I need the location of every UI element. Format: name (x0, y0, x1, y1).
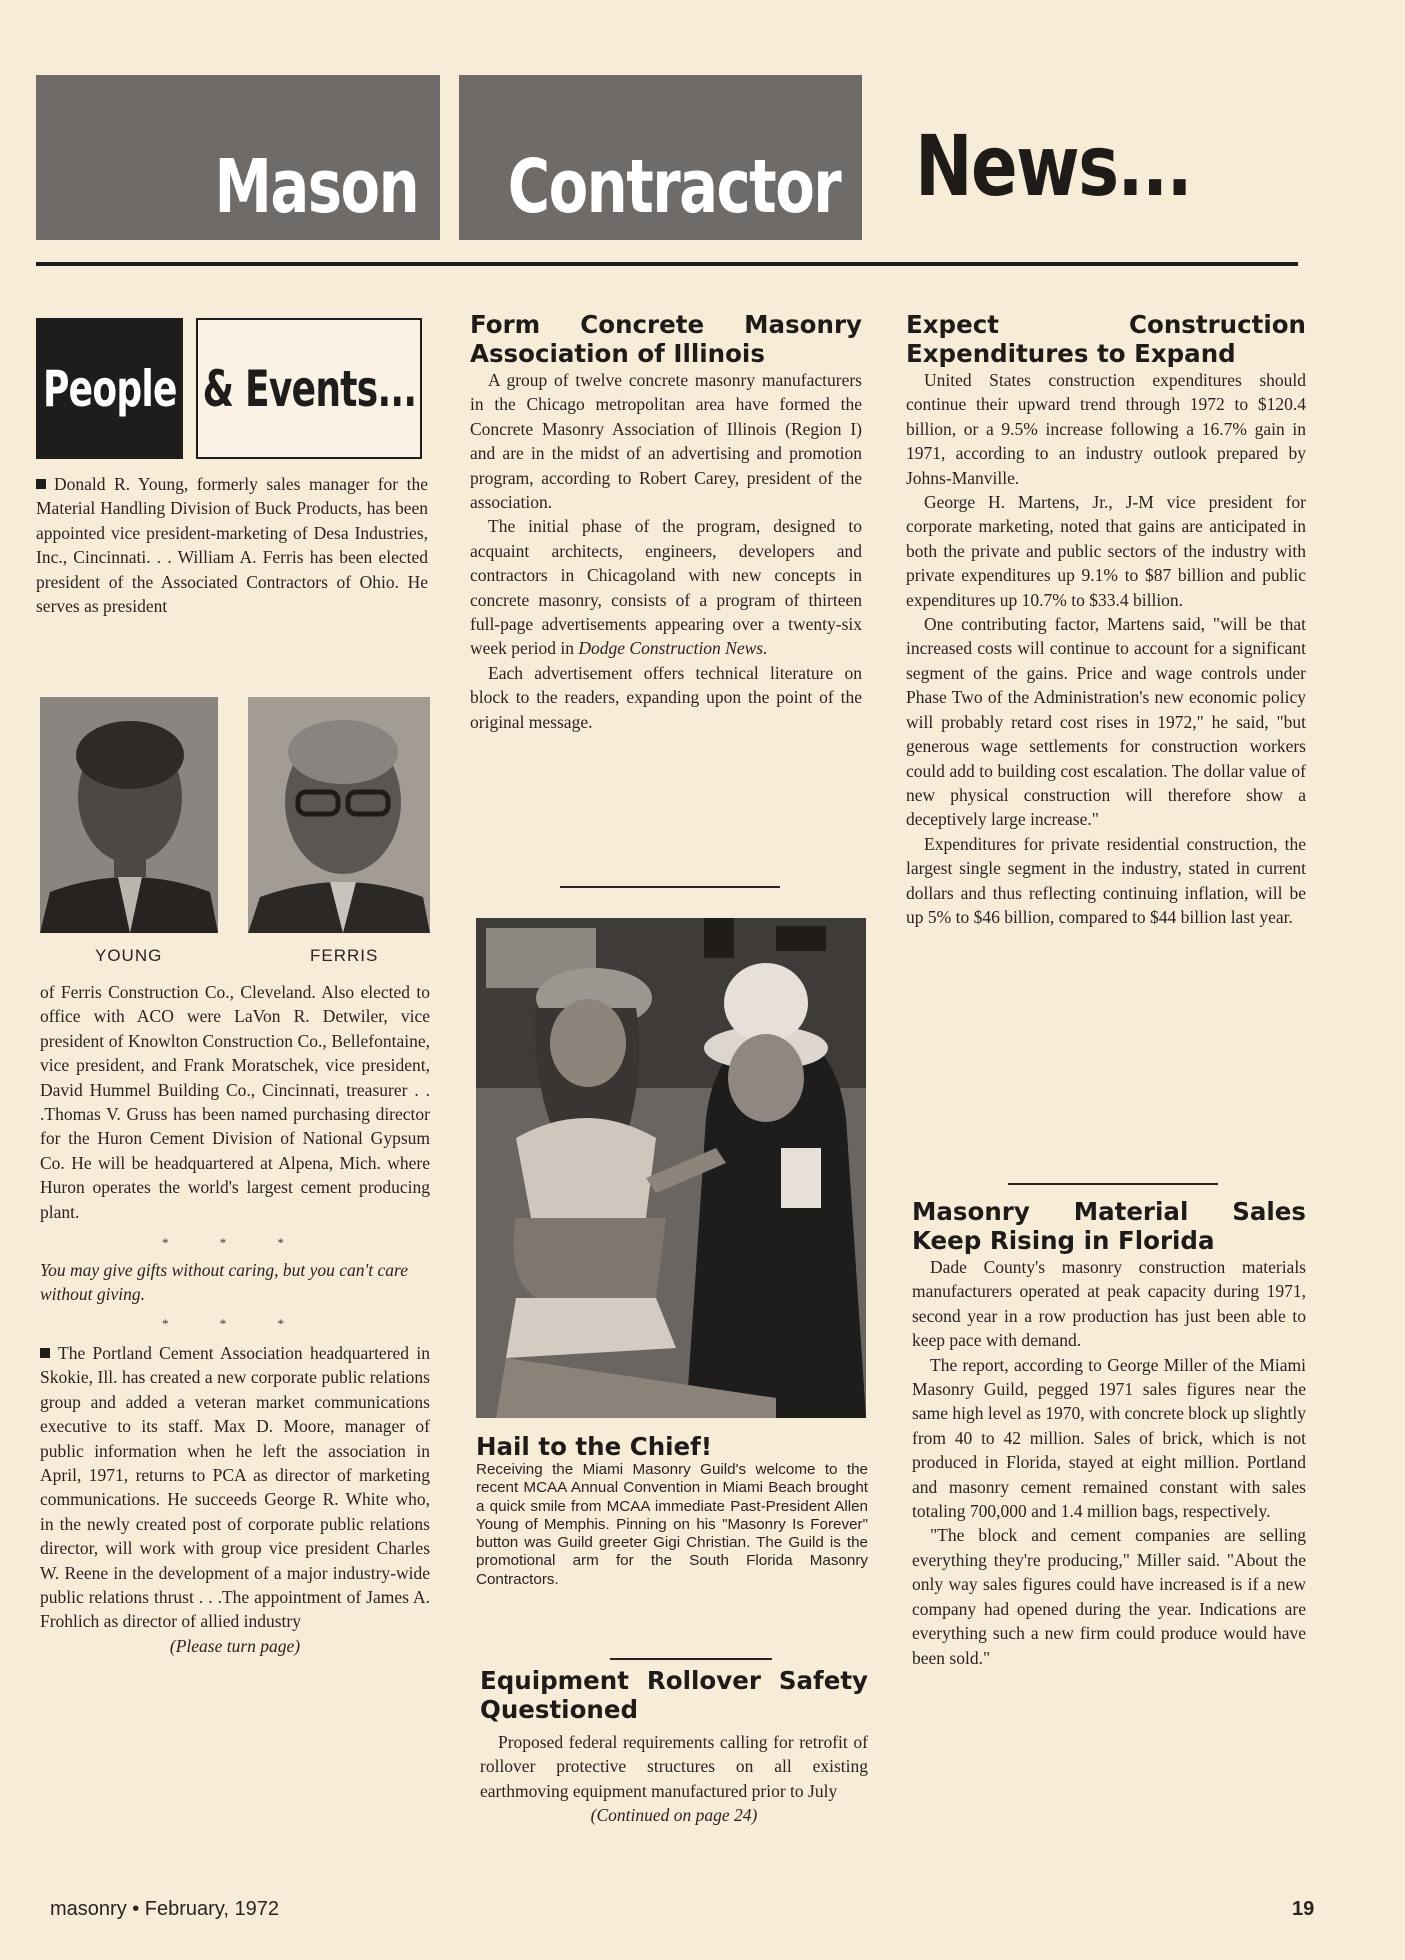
col2-equipment (480, 1666, 868, 1828)
footer-issue: masonry • February, 1972 (50, 1898, 279, 1920)
col2-bottom (476, 1432, 868, 1589)
col1-p3: The Portland Cement Association headquartered in Skokie, Ill. has created a new corporate public relations group and added a veteran market communications executive to its staff. Max D. Moore, manager of public information when he left the association in April, 1971, returns to PCA as director of marketing communications. He succeeds George R. White who, in the newly created post of corporate public relations director, will work with group vice president Charles W. Reene in the development of a major industry-wide public relations thrust . . .The appointment of James A. Frohlich as director of allied industry (40, 1342, 430, 1632)
stars-divider-2: * * * (162, 1315, 308, 1331)
page-number: 19 (1292, 1898, 1315, 1920)
col1-top (36, 472, 428, 618)
divider-col2-1 (560, 886, 780, 888)
col2-top (470, 310, 862, 734)
photo-caption: Receiving the Miami Masonry Guild's welcome to the recent MCAA Annual Convention in Miami Beach brought a quick smile from MCAA immediate Past-President Allen Young of Memphis. Pinning on his "Masonry Is Forever" button was Guild greeter Gigi Christian. The Guild is the promotional arm for the South Florida Masonry Contractors. (476, 1461, 868, 1588)
masthead-mason: Mason (214, 144, 418, 230)
people-label: People (42, 359, 177, 418)
stars-divider-1: * * * (162, 1235, 308, 1251)
please-turn-page: (Please turn page) (169, 1635, 301, 1656)
caption-ferris: FERRIS (310, 946, 379, 965)
col1-p2: of Ferris Construction Co., Cleveland. Also elected to office with ACO were LaVon R. Detwiler, vice president of Knowlton Construction Co., Bellefontaine, vice president, and Frank Moratschek, vice president, David Hummel Building Co., Cincinnati, treasurer . . .Thomas V. Gruss has been named purchasing director for the Huron Cement Division of National Gypsum Co. He will be headquartered at Alpena, Mich. where Huron operates the world's largest cement producing plant. (40, 982, 430, 1222)
headline-hail: Hail to the Chief! (476, 1432, 713, 1461)
col2-p1: A group of twelve concrete masonry manufacturers in the Chicago metropolitan area have formed the Concrete Masonry Association of Illinois (Region I) and are in the midst of an advertising and promotion program, according to Robert Carey, president of the association. (470, 370, 862, 513)
photo-young (40, 697, 218, 933)
headline-form-concrete: Form Concrete Masonry Association of Illinois (470, 310, 862, 368)
events-box (196, 318, 422, 459)
headline-masonry-sales: Masonry Material Sales Keep Rising in Florida (912, 1197, 1306, 1255)
bullet-square (36, 479, 46, 489)
col3-p2: George H. Martens, Jr., J-M vice president for corporate marketing, noted that gains are anticipated in both the private and public sectors of the industry with private expenditures up 9.1% to $87 billion and public expenditures up 10.7% to $33.4 billion. (906, 492, 1306, 610)
col3-p6: The report, according to George Miller of the Miami Masonry Guild, pegged 1971 sales figures near the same high level as 1970, with concrete block up slightly from 40 to 42 million. Sales of brick, which is not produced in Florida, stayed at eight million. Portland and masonry cement remained constant with sales totaling 700,000 and 1.4 million bags, respectively. (912, 1354, 1306, 1522)
col3-p4: Expenditures for private residential construction, the largest single segment in the industry, stated in current dollars and thus reflecting continuing inflation, will be up 5% to $46 billion, compared to $44 billion last year. (906, 833, 1306, 927)
col2-p4: Proposed federal requirements calling for retrofit of rollover protective structures on all existing earthmoving equipment manufactured prior to July (480, 1732, 868, 1801)
headline-equipment: Equipment Rollover Safety Questioned (480, 1666, 868, 1724)
caption-young: YOUNG (95, 946, 163, 965)
col2-p2: The initial phase of the program, designed to acquaint architects, engineers, developers and contractors in Chicagoland with new concepts in concrete masonry, consists of a program of thirteen full-page advertisements appearing over a twenty-six week period in (470, 516, 862, 659)
divider-col3 (1008, 1183, 1218, 1185)
col3-p5: Dade County's masonry construction materials manufacturers operated at peak capacity during 1971, second year in a row production has just been able to keep pace with demand. (912, 1257, 1306, 1351)
people-box (36, 318, 183, 459)
photo-ferris (248, 697, 430, 933)
col3-p1: United States construction expenditures should continue their upward trend through 1972 to $120.4 billion, or a 9.5% increase following a 16.7% gain in 1971, according to an industry outlook prepared by Johns-Manville. (906, 370, 1306, 488)
divider-col2-2 (610, 1658, 772, 1660)
col1-quote: You may give gifts without caring, but you can't care without giving. (40, 1260, 408, 1305)
masthead-box-contractor (459, 75, 862, 240)
continued-page: (Continued on page 24) (590, 1805, 758, 1826)
col3-top (906, 310, 1306, 929)
masthead-contractor: Contractor (507, 144, 840, 230)
col3-p7: "The block and cement companies are selling everything they're producing," Miller said. "About the only way sales figures could have increased is if a new company had opened during the year. Indications are everything such a new firm could produce would have been sold." (912, 1525, 1306, 1668)
col3-p3: One contributing factor, Martens said, "will be that increased costs will continue to account for a significant segment of the gains. Price and wage controls under Phase Two of the Administration's new economic policy will probably retard cost rises in 1972," he said, "but generous wage settlements for construction workers could add to building cost escalation. The dollar value of new physical construction will therefore show a deceptively large increase." (906, 614, 1306, 830)
events-label: & Events... (202, 359, 416, 418)
photo-hail-to-chief (476, 918, 866, 1418)
bullet-square (40, 1348, 50, 1358)
col1-middle (40, 980, 430, 1658)
masthead-rule (36, 262, 1298, 266)
col1-p1: Donald R. Young, formerly sales manager for the Material Handling Division of Buck Products, has been appointed vice president-marketing of Desa Industries, Inc., Cincinnati. . . William A. Ferris has been elected president of the Associated Contractors of Ohio. He serves as president (36, 474, 428, 617)
masthead-news: News... (915, 117, 1192, 215)
headline-expect: Expect Construction Expenditures to Expand (906, 310, 1306, 368)
dodge-construction-news: Dodge Construction News. (578, 638, 768, 659)
col3-bottom (912, 1197, 1306, 1670)
col2-p3: Each advertisement offers technical literature on block to the readers, expanding upon the point of the original message. (470, 662, 862, 732)
masthead-box-mason (36, 75, 440, 240)
